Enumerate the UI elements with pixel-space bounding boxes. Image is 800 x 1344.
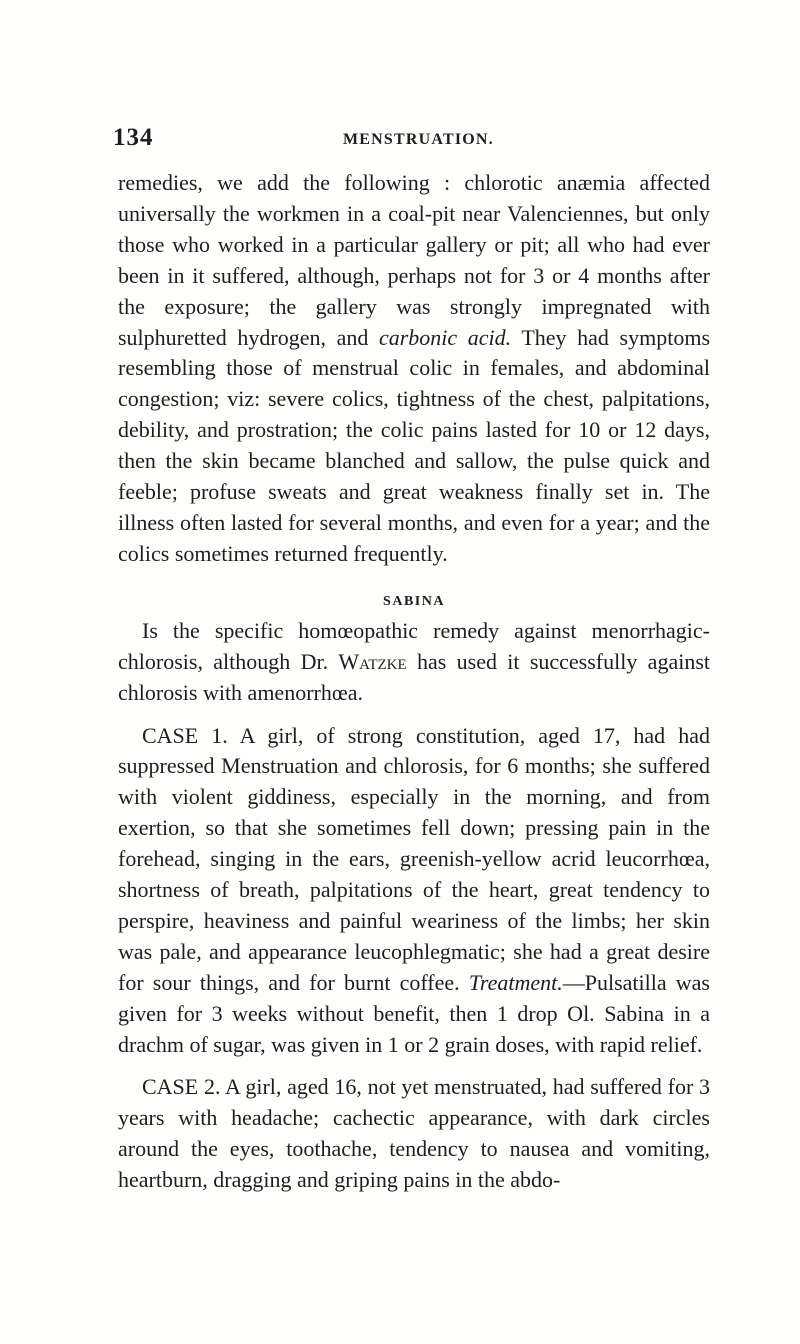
paragraph-case-1 <box>118 721 710 1061</box>
section-heading-sabina: SABINA <box>383 593 445 609</box>
paragraph-remedies-text: remedies, we add the following : chlorotic anæmia affected universally the workmen in a coal-pit near Valenciennes, but only those who worked in a particular gallery or pit; all who had ever been in it suffered, although, perhaps not for 3 or 4 months after the exposure; the gallery was strongly impregnated with sulphuretted hydrogen, and <box>118 170 710 350</box>
case-2-text: CASE 2. A girl, aged 16, not yet menstruated, had suffered for 3 years with headache; cachectic appearance, with dark circles around the eyes, toothache, tendency to nausea and vomiting, heartburn, dragging and griping pains in the abdo- <box>118 1074 710 1193</box>
paragraph-sabina-text-b: has used it successfully against chlorosis with amenorrhœa. <box>118 648 710 705</box>
paragraph-case-2 <box>118 1072 710 1196</box>
carbonic-acid-term: carbonic acid. <box>378 324 512 350</box>
paragraph-gap <box>118 1060 710 1072</box>
paragraph-sabina-text-a: Is the specific homœopathic remedy against menorrhagic-chlorosis, although Dr. <box>118 617 710 674</box>
treatment-label: Treatment. <box>468 969 563 995</box>
page-number: 134 <box>113 124 154 151</box>
paragraph-gap <box>118 709 710 721</box>
running-head <box>113 124 713 160</box>
case-1-text: CASE 1. A girl, of strong constitution, aged 17, had had suppressed Menstruation and chlorosis, for 6 months; she suffered with violent giddiness, especially in the morning, and from exertion, so that she sometimes fell down; pressing pain in the forehead, singing in the ears, greenish-yellow acrid leucorrhœa, shortness of breath, palpitations of the heart, great tendency to perspire, heaviness and painful weariness of the limbs; her skin was pale, and appearance leucophlegmatic; she had a great desire for sour things, and for burnt coffee. <box>118 722 710 995</box>
paragraph-remedies-rest: They had symptoms resembling those of menstrual colic in females, and abdominal congestion; viz: severe colics, tightness of the chest, palpitations, debility, and prostration; the colic pains lasted for 10 or 12 days, then the skin became blanched and sallow, the pulse quick and feeble; profuse sweats and great weakness finally set in. The illness often lasted for several months, and even for a year; and the colics sometimes returned frequently. <box>118 324 710 566</box>
text-block <box>118 168 710 1196</box>
treatment-text: —Pulsatilla was given for 3 weeks without benefit, then 1 drop Ol. Sabina in a drachm of sugar, was given in 1 or 2 grain doses, with rapid relief. <box>118 969 710 1057</box>
paragraph-remedies <box>118 168 710 570</box>
paragraph-sabina <box>118 616 710 709</box>
running-title: MENSTRUATION. <box>343 131 494 148</box>
author-name-watzke: Watzke <box>338 648 407 674</box>
